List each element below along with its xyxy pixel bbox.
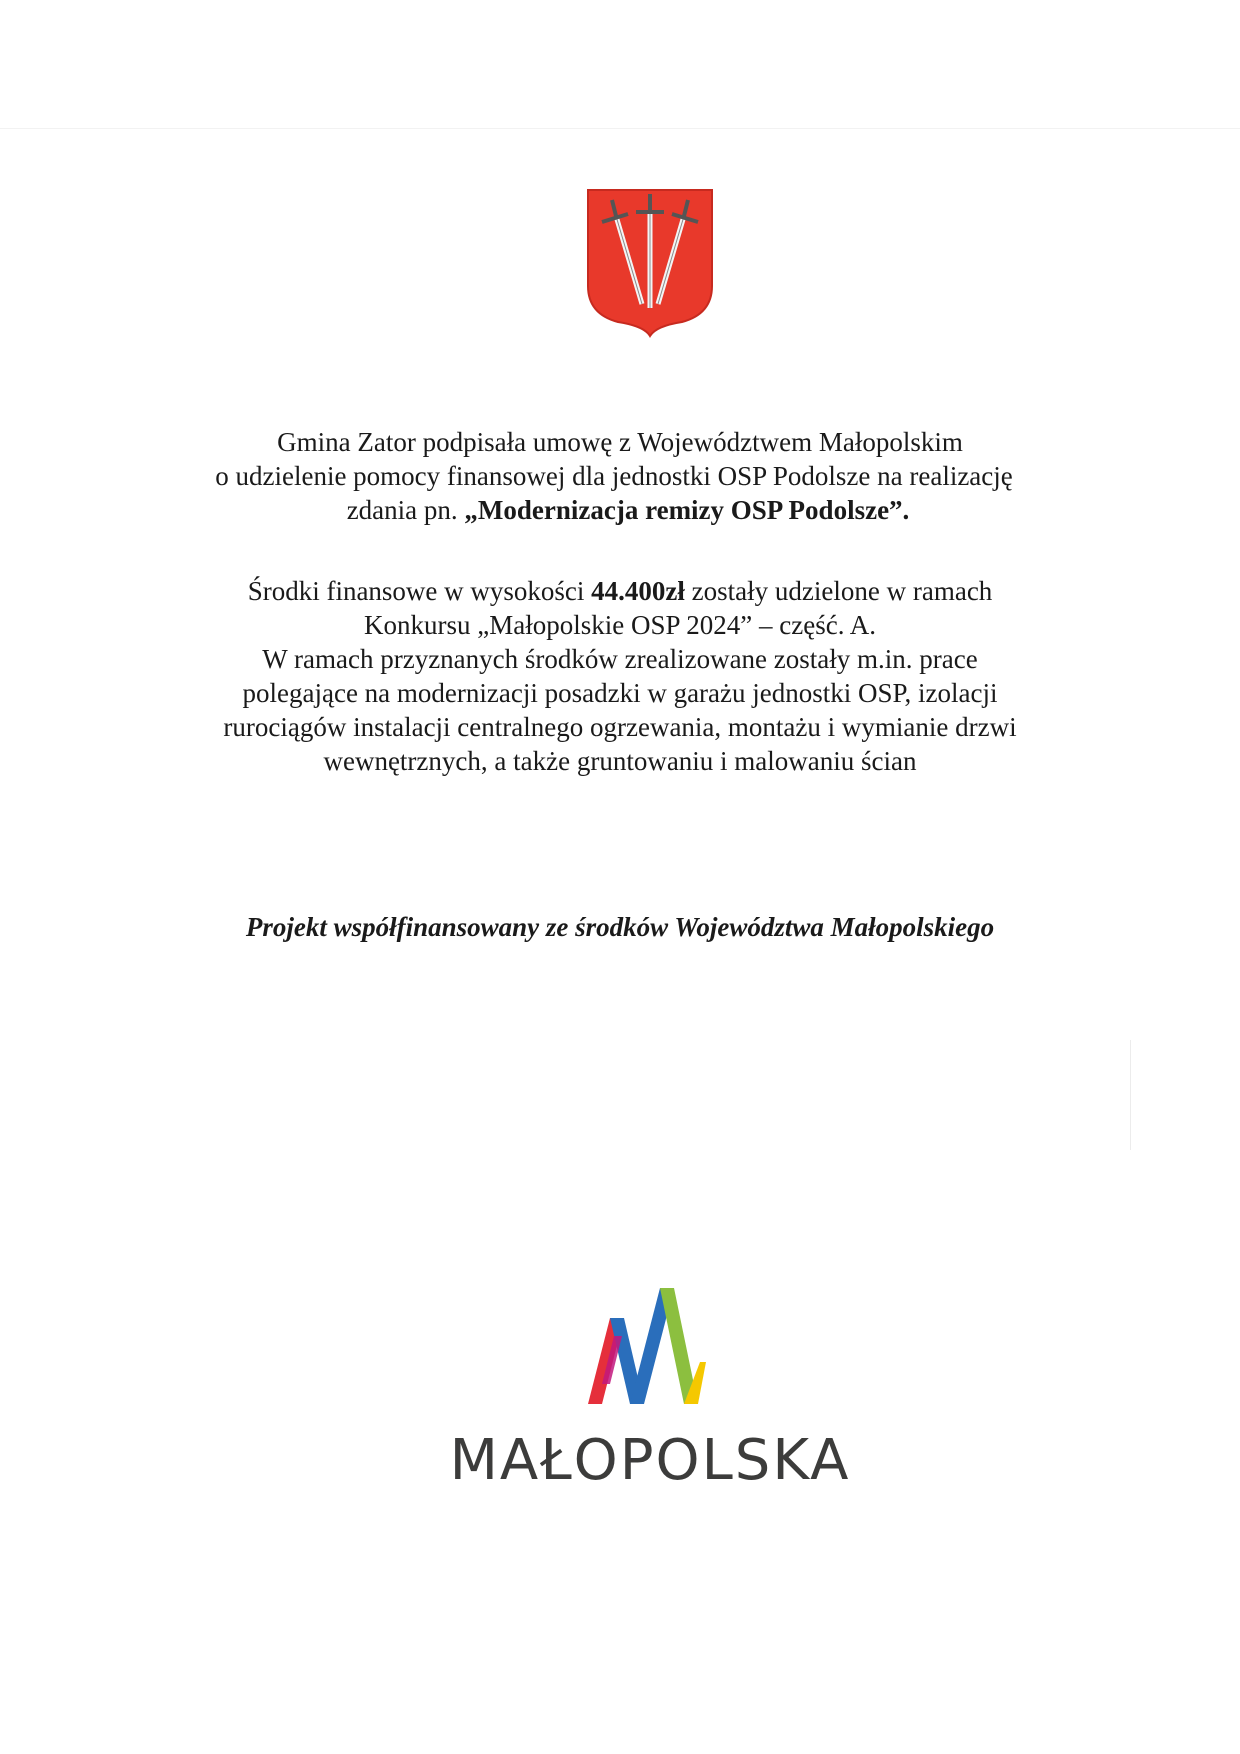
funding-line: wewnętrznych, a także gruntowaniu i malowaniu ścian — [323, 746, 917, 776]
funding-amount: 44.400zł — [591, 576, 685, 606]
coat-of-arms-icon — [584, 186, 716, 338]
malopolska-logo-text: MAŁOPOLSKA — [449, 1428, 851, 1493]
funding-line: rurociągów instalacji centralnego ogrzewania, montażu i wymianie drzwi — [223, 712, 1017, 742]
intro-line: o udzielenie pomocy finansowej dla jednostki OSP Podolsze na realizację — [215, 461, 1013, 491]
scan-edge-line — [0, 128, 1240, 129]
funding-line-prefix: Środki finansowe w wysokości — [247, 576, 592, 606]
cofinancing-note: Projekt współfinansowany ze środków Województwa Małopolskiego — [245, 912, 995, 942]
intro-line-prefix: zdania pn. — [346, 495, 465, 525]
funding-line: W ramach przyznanych środków zrealizowane zostały m.in. prace — [262, 644, 978, 674]
intro-line: Gmina Zator podpisała umowę z Województwem Małopolskim — [277, 427, 963, 457]
funding-line: Konkursu „Małopolskie OSP 2024” – część. A. — [364, 610, 876, 640]
funding-line — [120, 574, 1120, 608]
malopolska-logo-icon — [588, 1288, 714, 1406]
project-title: „Modernizacja remizy OSP Podolsze”. — [464, 495, 910, 525]
funding-line: polegające na modernizacji posadzki w garażu jednostki OSP, izolacji — [242, 678, 998, 708]
intro-paragraph — [120, 425, 1120, 527]
intro-line — [128, 493, 1128, 527]
funding-paragraph — [120, 574, 1120, 778]
funding-line-suffix: zostały udzielone w ramach — [684, 576, 993, 606]
scan-edge-line — [1130, 1040, 1131, 1150]
